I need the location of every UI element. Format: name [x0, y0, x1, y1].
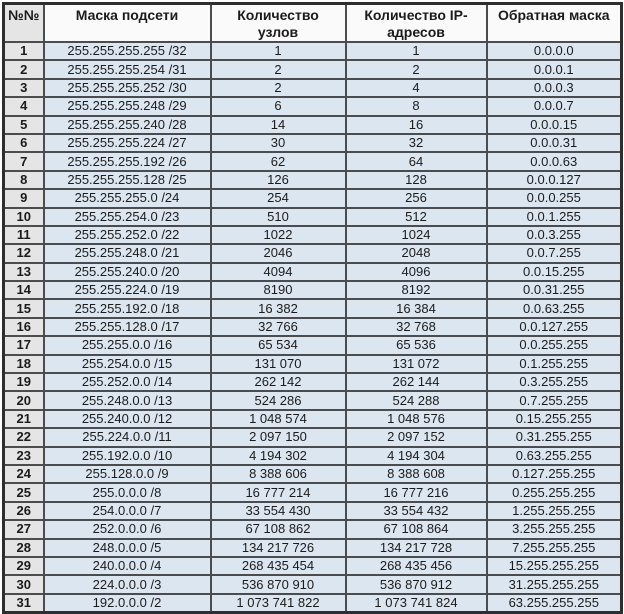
ip-count-cell: 64 — [346, 152, 487, 170]
ip-count-cell: 4 — [346, 79, 487, 97]
subnet-mask-cell: 255.255.255.252 /30 — [44, 79, 211, 97]
subnet-mask-cell: 254.0.0.0 /7 — [44, 502, 211, 520]
subnet-mask-cell: 255.255.255.128 /25 — [44, 171, 211, 189]
ip-count-cell: 8 388 608 — [346, 465, 487, 483]
host-count-cell: 254 — [211, 189, 346, 207]
subnet-mask-cell: 255.255.255.248 /29 — [44, 97, 211, 115]
host-count-cell: 16 382 — [211, 299, 346, 317]
subnet-mask-cell: 255.255.255.240 /28 — [44, 116, 211, 134]
row-number-cell: 1 — [4, 42, 44, 60]
table-header-row — [4, 4, 622, 43]
wildcard-mask-cell: 0.0.7.255 — [487, 244, 622, 262]
wildcard-mask-cell: 0.255.255.255 — [487, 483, 622, 501]
table-row — [4, 373, 622, 391]
ip-count-cell: 262 144 — [346, 373, 487, 391]
host-count-cell: 14 — [211, 116, 346, 134]
row-number-cell: 26 — [4, 502, 44, 520]
column-header-host-count — [211, 4, 346, 43]
ip-count-cell: 4096 — [346, 263, 487, 281]
subnet-mask-cell: 255.255.255.254 /31 — [44, 60, 211, 78]
column-header-ip-count-label: Количество IP-адресов — [364, 7, 468, 40]
row-number-cell: 2 — [4, 60, 44, 78]
column-header-subnet-mask-label: Маска подсети — [75, 7, 179, 23]
table-row — [4, 116, 622, 134]
row-number-cell: 28 — [4, 539, 44, 557]
ip-count-cell: 2 — [346, 60, 487, 78]
subnet-mask-cell: 224.0.0.0 /3 — [44, 575, 211, 593]
ip-count-cell: 2048 — [346, 244, 487, 262]
row-number-cell: 29 — [4, 557, 44, 575]
row-number-cell: 4 — [4, 97, 44, 115]
table-row — [4, 263, 622, 281]
host-count-cell: 33 554 430 — [211, 502, 346, 520]
row-number-cell: 5 — [4, 116, 44, 134]
subnet-mask-cell: 255.254.0.0 /15 — [44, 355, 211, 373]
wildcard-mask-cell: 0.0.3.255 — [487, 226, 622, 244]
table-row — [4, 281, 622, 299]
wildcard-mask-cell: 0.0.0.1 — [487, 60, 622, 78]
column-header-wildcard-mask — [487, 4, 622, 43]
wildcard-mask-cell: 0.7.255.255 — [487, 391, 622, 409]
ip-count-cell: 65 536 — [346, 336, 487, 354]
wildcard-mask-cell: 0.63.255.255 — [487, 447, 622, 465]
wildcard-mask-cell: 0.0.0.0 — [487, 42, 622, 60]
host-count-cell: 8 388 606 — [211, 465, 346, 483]
table-row — [4, 502, 622, 520]
table-row — [4, 152, 622, 170]
table-row — [4, 557, 622, 575]
table-row — [4, 244, 622, 262]
subnet-mask-cell: 255.255.255.224 /27 — [44, 134, 211, 152]
row-number-cell: 13 — [4, 263, 44, 281]
host-count-cell: 2 — [211, 79, 346, 97]
ip-count-cell: 16 — [346, 116, 487, 134]
table-row — [4, 60, 622, 78]
subnet-mask-cell: 255.255.224.0 /19 — [44, 281, 211, 299]
subnet-mask-cell: 255.255.192.0 /18 — [44, 299, 211, 317]
subnet-mask-cell: 255.240.0.0 /12 — [44, 410, 211, 428]
host-count-cell: 262 142 — [211, 373, 346, 391]
subnet-mask-table — [2, 2, 623, 614]
row-number-cell: 8 — [4, 171, 44, 189]
wildcard-mask-cell: 0.0.0.7 — [487, 97, 622, 115]
row-number-cell: 31 — [4, 594, 44, 612]
column-header-number — [4, 4, 44, 43]
ip-count-cell: 1024 — [346, 226, 487, 244]
row-number-cell: 21 — [4, 410, 44, 428]
row-number-cell: 6 — [4, 134, 44, 152]
wildcard-mask-cell: 0.0.127.255 — [487, 318, 622, 336]
table-row — [4, 299, 622, 317]
subnet-mask-cell: 255.224.0.0 /11 — [44, 428, 211, 446]
ip-count-cell: 536 870 912 — [346, 575, 487, 593]
host-count-cell: 6 — [211, 97, 346, 115]
ip-count-cell: 268 435 456 — [346, 557, 487, 575]
host-count-cell: 62 — [211, 152, 346, 170]
subnet-mask-cell: 255.248.0.0 /13 — [44, 391, 211, 409]
wildcard-mask-cell: 0.0.0.15 — [487, 116, 622, 134]
row-number-cell: 14 — [4, 281, 44, 299]
row-number-cell: 23 — [4, 447, 44, 465]
table-row — [4, 465, 622, 483]
subnet-mask-cell: 255.255.255.0 /24 — [44, 189, 211, 207]
host-count-cell: 8190 — [211, 281, 346, 299]
table-row — [4, 97, 622, 115]
subnet-mask-cell: 255.255.255.255 /32 — [44, 42, 211, 60]
ip-count-cell: 32 768 — [346, 318, 487, 336]
table-row — [4, 134, 622, 152]
host-count-cell: 126 — [211, 171, 346, 189]
host-count-cell: 1022 — [211, 226, 346, 244]
table-row — [4, 226, 622, 244]
wildcard-mask-cell: 0.0.0.255 — [487, 189, 622, 207]
column-header-ip-count — [346, 4, 487, 43]
host-count-cell: 4094 — [211, 263, 346, 281]
wildcard-mask-cell: 0.1.255.255 — [487, 355, 622, 373]
table-row — [4, 318, 622, 336]
wildcard-mask-cell: 15.255.255.255 — [487, 557, 622, 575]
wildcard-mask-cell: 0.0.15.255 — [487, 263, 622, 281]
row-number-cell: 15 — [4, 299, 44, 317]
host-count-cell: 1 — [211, 42, 346, 60]
row-number-cell: 25 — [4, 483, 44, 501]
host-count-cell: 2 097 150 — [211, 428, 346, 446]
subnet-mask-cell: 255.0.0.0 /8 — [44, 483, 211, 501]
table-row — [4, 391, 622, 409]
wildcard-mask-cell: 0.31.255.255 — [487, 428, 622, 446]
subnet-mask-cell: 255.128.0.0 /9 — [44, 465, 211, 483]
table-row — [4, 447, 622, 465]
ip-count-cell: 8192 — [346, 281, 487, 299]
host-count-cell: 2046 — [211, 244, 346, 262]
table-row — [4, 336, 622, 354]
host-count-cell: 536 870 910 — [211, 575, 346, 593]
ip-count-cell: 1 073 741 824 — [346, 594, 487, 612]
table-row — [4, 208, 622, 226]
column-header-host-count-label: Количество узлов — [237, 7, 319, 40]
table-row — [4, 594, 622, 612]
ip-count-cell: 8 — [346, 97, 487, 115]
subnet-mask-cell: 255.255.0.0 /16 — [44, 336, 211, 354]
wildcard-mask-cell: 0.127.255.255 — [487, 465, 622, 483]
host-count-cell: 131 070 — [211, 355, 346, 373]
host-count-cell: 30 — [211, 134, 346, 152]
subnet-mask-cell: 255.255.252.0 /22 — [44, 226, 211, 244]
table-body — [4, 42, 622, 612]
ip-count-cell: 16 384 — [346, 299, 487, 317]
row-number-cell: 17 — [4, 336, 44, 354]
table-row — [4, 539, 622, 557]
wildcard-mask-cell: 0.0.0.63 — [487, 152, 622, 170]
host-count-cell: 1 073 741 822 — [211, 594, 346, 612]
row-number-cell: 7 — [4, 152, 44, 170]
row-number-cell: 19 — [4, 373, 44, 391]
wildcard-mask-cell: 0.0.255.255 — [487, 336, 622, 354]
subnet-mask-cell: 255.255.128.0 /17 — [44, 318, 211, 336]
wildcard-mask-cell: 1.255.255.255 — [487, 502, 622, 520]
ip-count-cell: 134 217 728 — [346, 539, 487, 557]
wildcard-mask-cell: 31.255.255.255 — [487, 575, 622, 593]
host-count-cell: 67 108 862 — [211, 520, 346, 538]
subnet-mask-table-screen — [0, 2, 624, 610]
subnet-mask-cell: 255.192.0.0 /10 — [44, 447, 211, 465]
table-row — [4, 483, 622, 501]
wildcard-mask-cell: 0.0.0.127 — [487, 171, 622, 189]
table-row — [4, 42, 622, 60]
row-number-cell: 18 — [4, 355, 44, 373]
host-count-cell: 65 534 — [211, 336, 346, 354]
ip-count-cell: 16 777 216 — [346, 483, 487, 501]
column-header-number-label: №№ — [8, 7, 40, 23]
table-row — [4, 79, 622, 97]
ip-count-cell: 524 288 — [346, 391, 487, 409]
subnet-mask-cell: 248.0.0.0 /5 — [44, 539, 211, 557]
table-row — [4, 428, 622, 446]
host-count-cell: 2 — [211, 60, 346, 78]
table-row — [4, 575, 622, 593]
host-count-cell: 1 048 574 — [211, 410, 346, 428]
row-number-cell: 16 — [4, 318, 44, 336]
wildcard-mask-cell: 0.0.0.31 — [487, 134, 622, 152]
row-number-cell: 3 — [4, 79, 44, 97]
subnet-mask-cell: 255.255.240.0 /20 — [44, 263, 211, 281]
row-number-cell: 11 — [4, 226, 44, 244]
row-number-cell: 10 — [4, 208, 44, 226]
ip-count-cell: 32 — [346, 134, 487, 152]
host-count-cell: 524 286 — [211, 391, 346, 409]
ip-count-cell: 1 048 576 — [346, 410, 487, 428]
ip-count-cell: 2 097 152 — [346, 428, 487, 446]
column-header-wildcard-mask-label: Обратная маска — [497, 7, 610, 23]
host-count-cell: 268 435 454 — [211, 557, 346, 575]
ip-count-cell: 128 — [346, 171, 487, 189]
column-header-subnet-mask — [44, 4, 211, 43]
subnet-mask-cell: 255.255.254.0 /23 — [44, 208, 211, 226]
ip-count-cell: 1 — [346, 42, 487, 60]
subnet-mask-cell: 255.252.0.0 /14 — [44, 373, 211, 391]
table-row — [4, 171, 622, 189]
wildcard-mask-cell: 0.3.255.255 — [487, 373, 622, 391]
subnet-mask-cell: 240.0.0.0 /4 — [44, 557, 211, 575]
wildcard-mask-cell: 0.0.63.255 — [487, 299, 622, 317]
row-number-cell: 24 — [4, 465, 44, 483]
wildcard-mask-cell: 3.255.255.255 — [487, 520, 622, 538]
subnet-mask-cell: 255.255.255.192 /26 — [44, 152, 211, 170]
ip-count-cell: 33 554 432 — [346, 502, 487, 520]
row-number-cell: 9 — [4, 189, 44, 207]
row-number-cell: 12 — [4, 244, 44, 262]
table-row — [4, 410, 622, 428]
table-row — [4, 355, 622, 373]
subnet-mask-cell: 192.0.0.0 /2 — [44, 594, 211, 612]
row-number-cell: 22 — [4, 428, 44, 446]
host-count-cell: 32 766 — [211, 318, 346, 336]
host-count-cell: 4 194 302 — [211, 447, 346, 465]
wildcard-mask-cell: 0.0.31.255 — [487, 281, 622, 299]
ip-count-cell: 67 108 864 — [346, 520, 487, 538]
ip-count-cell: 256 — [346, 189, 487, 207]
subnet-mask-cell: 252.0.0.0 /6 — [44, 520, 211, 538]
wildcard-mask-cell: 63.255.255.255 — [487, 594, 622, 612]
row-number-cell: 27 — [4, 520, 44, 538]
host-count-cell: 510 — [211, 208, 346, 226]
row-number-cell: 30 — [4, 575, 44, 593]
host-count-cell: 16 777 214 — [211, 483, 346, 501]
subnet-mask-cell: 255.255.248.0 /21 — [44, 244, 211, 262]
host-count-cell: 134 217 726 — [211, 539, 346, 557]
table-row — [4, 520, 622, 538]
wildcard-mask-cell: 0.0.1.255 — [487, 208, 622, 226]
table-row — [4, 189, 622, 207]
ip-count-cell: 131 072 — [346, 355, 487, 373]
wildcard-mask-cell: 7.255.255.255 — [487, 539, 622, 557]
row-number-cell: 20 — [4, 391, 44, 409]
ip-count-cell: 512 — [346, 208, 487, 226]
wildcard-mask-cell: 0.15.255.255 — [487, 410, 622, 428]
wildcard-mask-cell: 0.0.0.3 — [487, 79, 622, 97]
ip-count-cell: 4 194 304 — [346, 447, 487, 465]
